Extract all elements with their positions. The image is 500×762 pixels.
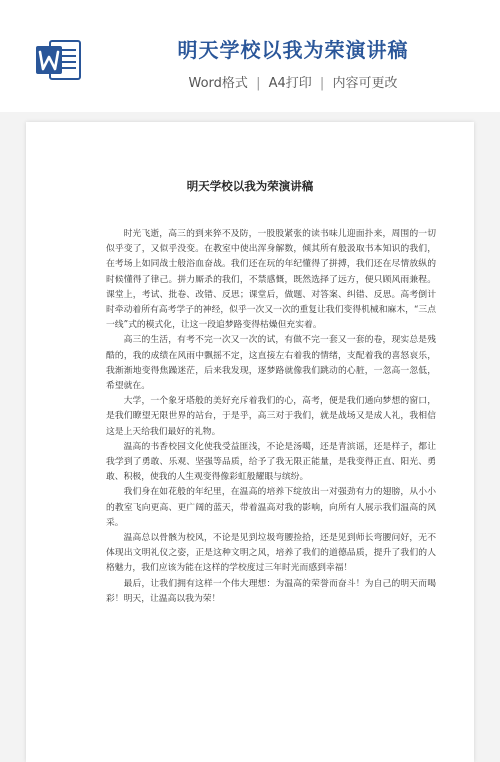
- format-label: Word格式: [188, 76, 248, 91]
- header-banner: [0, 0, 500, 112]
- paragraph: 我们身在如花般的年纪里，在温高的培养下绽放出一对强劲有力的翅膀，从小小的教室飞向更高、更广阔的蓝天，带着温高对我的影响，向所有人展示我们温高的风采。: [106, 487, 436, 528]
- paragraph: 时光飞逝，高三的到来猝不及防，一股股紧张的读书味儿迎面扑来，周围的一切似乎变了，又似乎没变。在教室中使出浑身解数，倾其所有般汲取书本知识的我们，在考场上如同战士般浴血奋战。我们还在玩的年纪懂得了拼搏，我们还在尽情放纵的时候懂得了律己。拼力厮杀的我们，不禁感慨，既然选择了远方，便只顾风雨兼程。课堂上，考试、批卷、改错、反思；课堂后，做题、对答案、纠错、反思。高考倒计时牵动着所有高考学子的神经，似乎一次又一次的重复让我们变得机械和麻木，“三点一线”式的模式化，让这一段追梦路变得枯燥但充实着。: [106, 229, 436, 331]
- separator: |: [256, 76, 261, 91]
- word-document-icon: [34, 38, 82, 82]
- editable-label: 内容可更改: [332, 76, 398, 91]
- doc-title: 明天学校以我为荣演讲稿: [177, 38, 409, 62]
- paragraph: 温高的书香校园文化使我受益匪浅，不论是汤噶，还是青滨谣，还是样子，都让我学到了勇敢、乐观、坚强等品质，给予了我无限正能量，是我变得正直、阳光、勇敢、积极，使我的人生观变得像彩虹般耀眼与缤纷。: [106, 441, 436, 483]
- paragraph: 温高总以骨骸为校风，不论是见到垃圾弯腰捡拾，还是见到师长弯腰问好，无不体现出文明礼仪之姿，正是这种文明之风，培养了我们的道德品质，提升了我们的人格魅力，我们应该为能在这样的学校度过三年时光而感到幸福！: [106, 533, 436, 574]
- separator: |: [319, 76, 325, 91]
- paragraph: 大学，一个象牙塔般的美好充斥着我们的心，高考，便是我们通向梦想的窗口，是我们瞭望无限世界的站台，于是乎，高三对于我们，就是战场又是成人礼，我相信这是上天给我们最好的礼物。: [106, 396, 436, 437]
- page-title: 明天学校以我为荣演讲稿: [186, 179, 314, 193]
- document-body: [106, 227, 436, 607]
- document-page: [26, 122, 474, 762]
- paragraph: 高三的生活，有考不完一次又一次的试，有做不完一套又一套的卷，现实总是残酷的，我的成绩在风雨中飘摇不定，这直接左右着我的情绪，支配着我的喜怒哀乐，我渐渐地变得焦躁迷茫，后来我发现，逐梦路就像我们跳动的心脏，一忽高一忽低，希望就在。: [106, 335, 436, 392]
- paragraph: 最后，让我们拥有这样一个伟大理想：为温高的荣誉而奋斗！为自己的明天而喝彩！明天，让温高以我为荣！: [106, 578, 436, 604]
- print-label: A4打印: [268, 76, 312, 91]
- doc-meta: [128, 72, 458, 91]
